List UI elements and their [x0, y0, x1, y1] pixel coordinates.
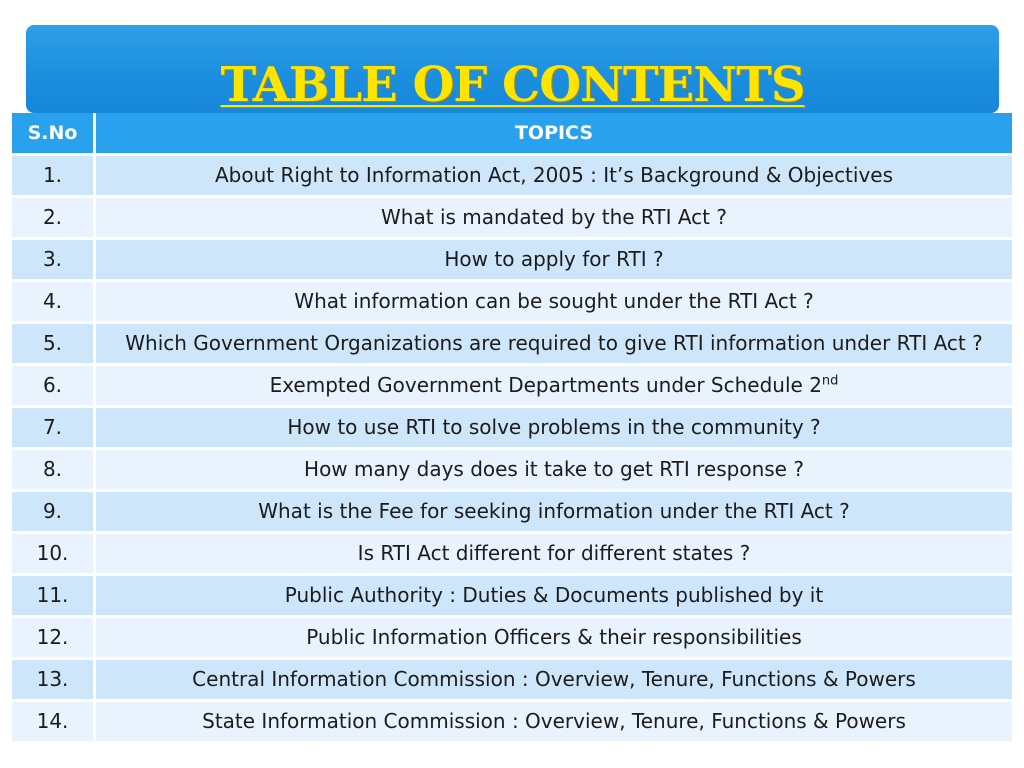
row-topic: [96, 618, 1012, 657]
table-header-row: [12, 113, 1012, 153]
topic-text: How to apply for RTI ?: [444, 247, 664, 271]
row-number: 10.: [12, 534, 93, 573]
row-topic: [96, 198, 1012, 237]
row-topic: [96, 408, 1012, 447]
row-topic: [96, 366, 1012, 405]
row-topic: [96, 576, 1012, 615]
row-number: 9.: [12, 492, 93, 531]
topic-text: How to use RTI to solve problems in the community ?: [287, 415, 821, 439]
table-row: [12, 450, 1012, 489]
table-row: [12, 282, 1012, 321]
row-number: 4.: [12, 282, 93, 321]
topic-text: Exempted Government Departments under Schedule 2: [269, 373, 822, 397]
table-row: [12, 198, 1012, 237]
table-row: [12, 702, 1012, 741]
table-row: [12, 576, 1012, 615]
table-row: [12, 366, 1012, 405]
topic-text: Central Information Commission : Overview, Tenure, Functions & Powers: [192, 667, 916, 691]
row-topic: [96, 492, 1012, 531]
title-banner: [26, 25, 999, 113]
row-number: 12.: [12, 618, 93, 657]
table-row: [12, 324, 1012, 363]
row-number: 11.: [12, 576, 93, 615]
row-number: 1.: [12, 156, 93, 195]
column-header-sno: S.No: [12, 113, 93, 153]
topic-text: State Information Commission : Overview, Tenure, Functions & Powers: [202, 709, 906, 733]
row-number: 2.: [12, 198, 93, 237]
column-header-topics: TOPICS: [96, 113, 1012, 153]
row-topic: [96, 450, 1012, 489]
table-row: [12, 660, 1012, 699]
row-number: 14.: [12, 702, 93, 741]
topic-text: How many days does it take to get RTI response ?: [304, 457, 804, 481]
row-topic: [96, 702, 1012, 741]
page-title: TABLE OF CONTENTS: [220, 57, 805, 113]
row-number: 5.: [12, 324, 93, 363]
row-topic: [96, 324, 1012, 363]
row-topic: [96, 660, 1012, 699]
topic-text: Public Information Officers & their responsibilities: [306, 625, 802, 649]
table-row: [12, 408, 1012, 447]
row-topic: [96, 240, 1012, 279]
topic-text: About Right to Information Act, 2005 : It’s Background & Objectives: [214, 163, 894, 187]
topic-text: What information can be sought under the RTI Act ?: [294, 289, 814, 313]
topic-text: Public Authority : Duties & Documents published by it: [284, 583, 824, 607]
row-topic: [96, 282, 1012, 321]
row-topic: [96, 156, 1012, 195]
row-topic: [96, 534, 1012, 573]
row-number: 7.: [12, 408, 93, 447]
table-row: [12, 240, 1012, 279]
topic-text: Which Government Organizations are required to give RTI information under RTI Act ?: [125, 331, 983, 355]
table-row: [12, 534, 1012, 573]
row-number: 13.: [12, 660, 93, 699]
topic-text: Is RTI Act different for different states ?: [357, 541, 751, 565]
table-body: [12, 156, 1012, 741]
topic-text: What is the Fee for seeking information under the RTI Act ?: [258, 499, 850, 523]
topic-text: What is mandated by the RTI Act ?: [381, 205, 727, 229]
table-row: [12, 492, 1012, 531]
table-row: [12, 618, 1012, 657]
row-number: 3.: [12, 240, 93, 279]
row-number: 8.: [12, 450, 93, 489]
row-number: 6.: [12, 366, 93, 405]
topic-superscript: nd: [821, 373, 839, 389]
table-row: [12, 156, 1012, 195]
contents-table: [9, 110, 1015, 744]
